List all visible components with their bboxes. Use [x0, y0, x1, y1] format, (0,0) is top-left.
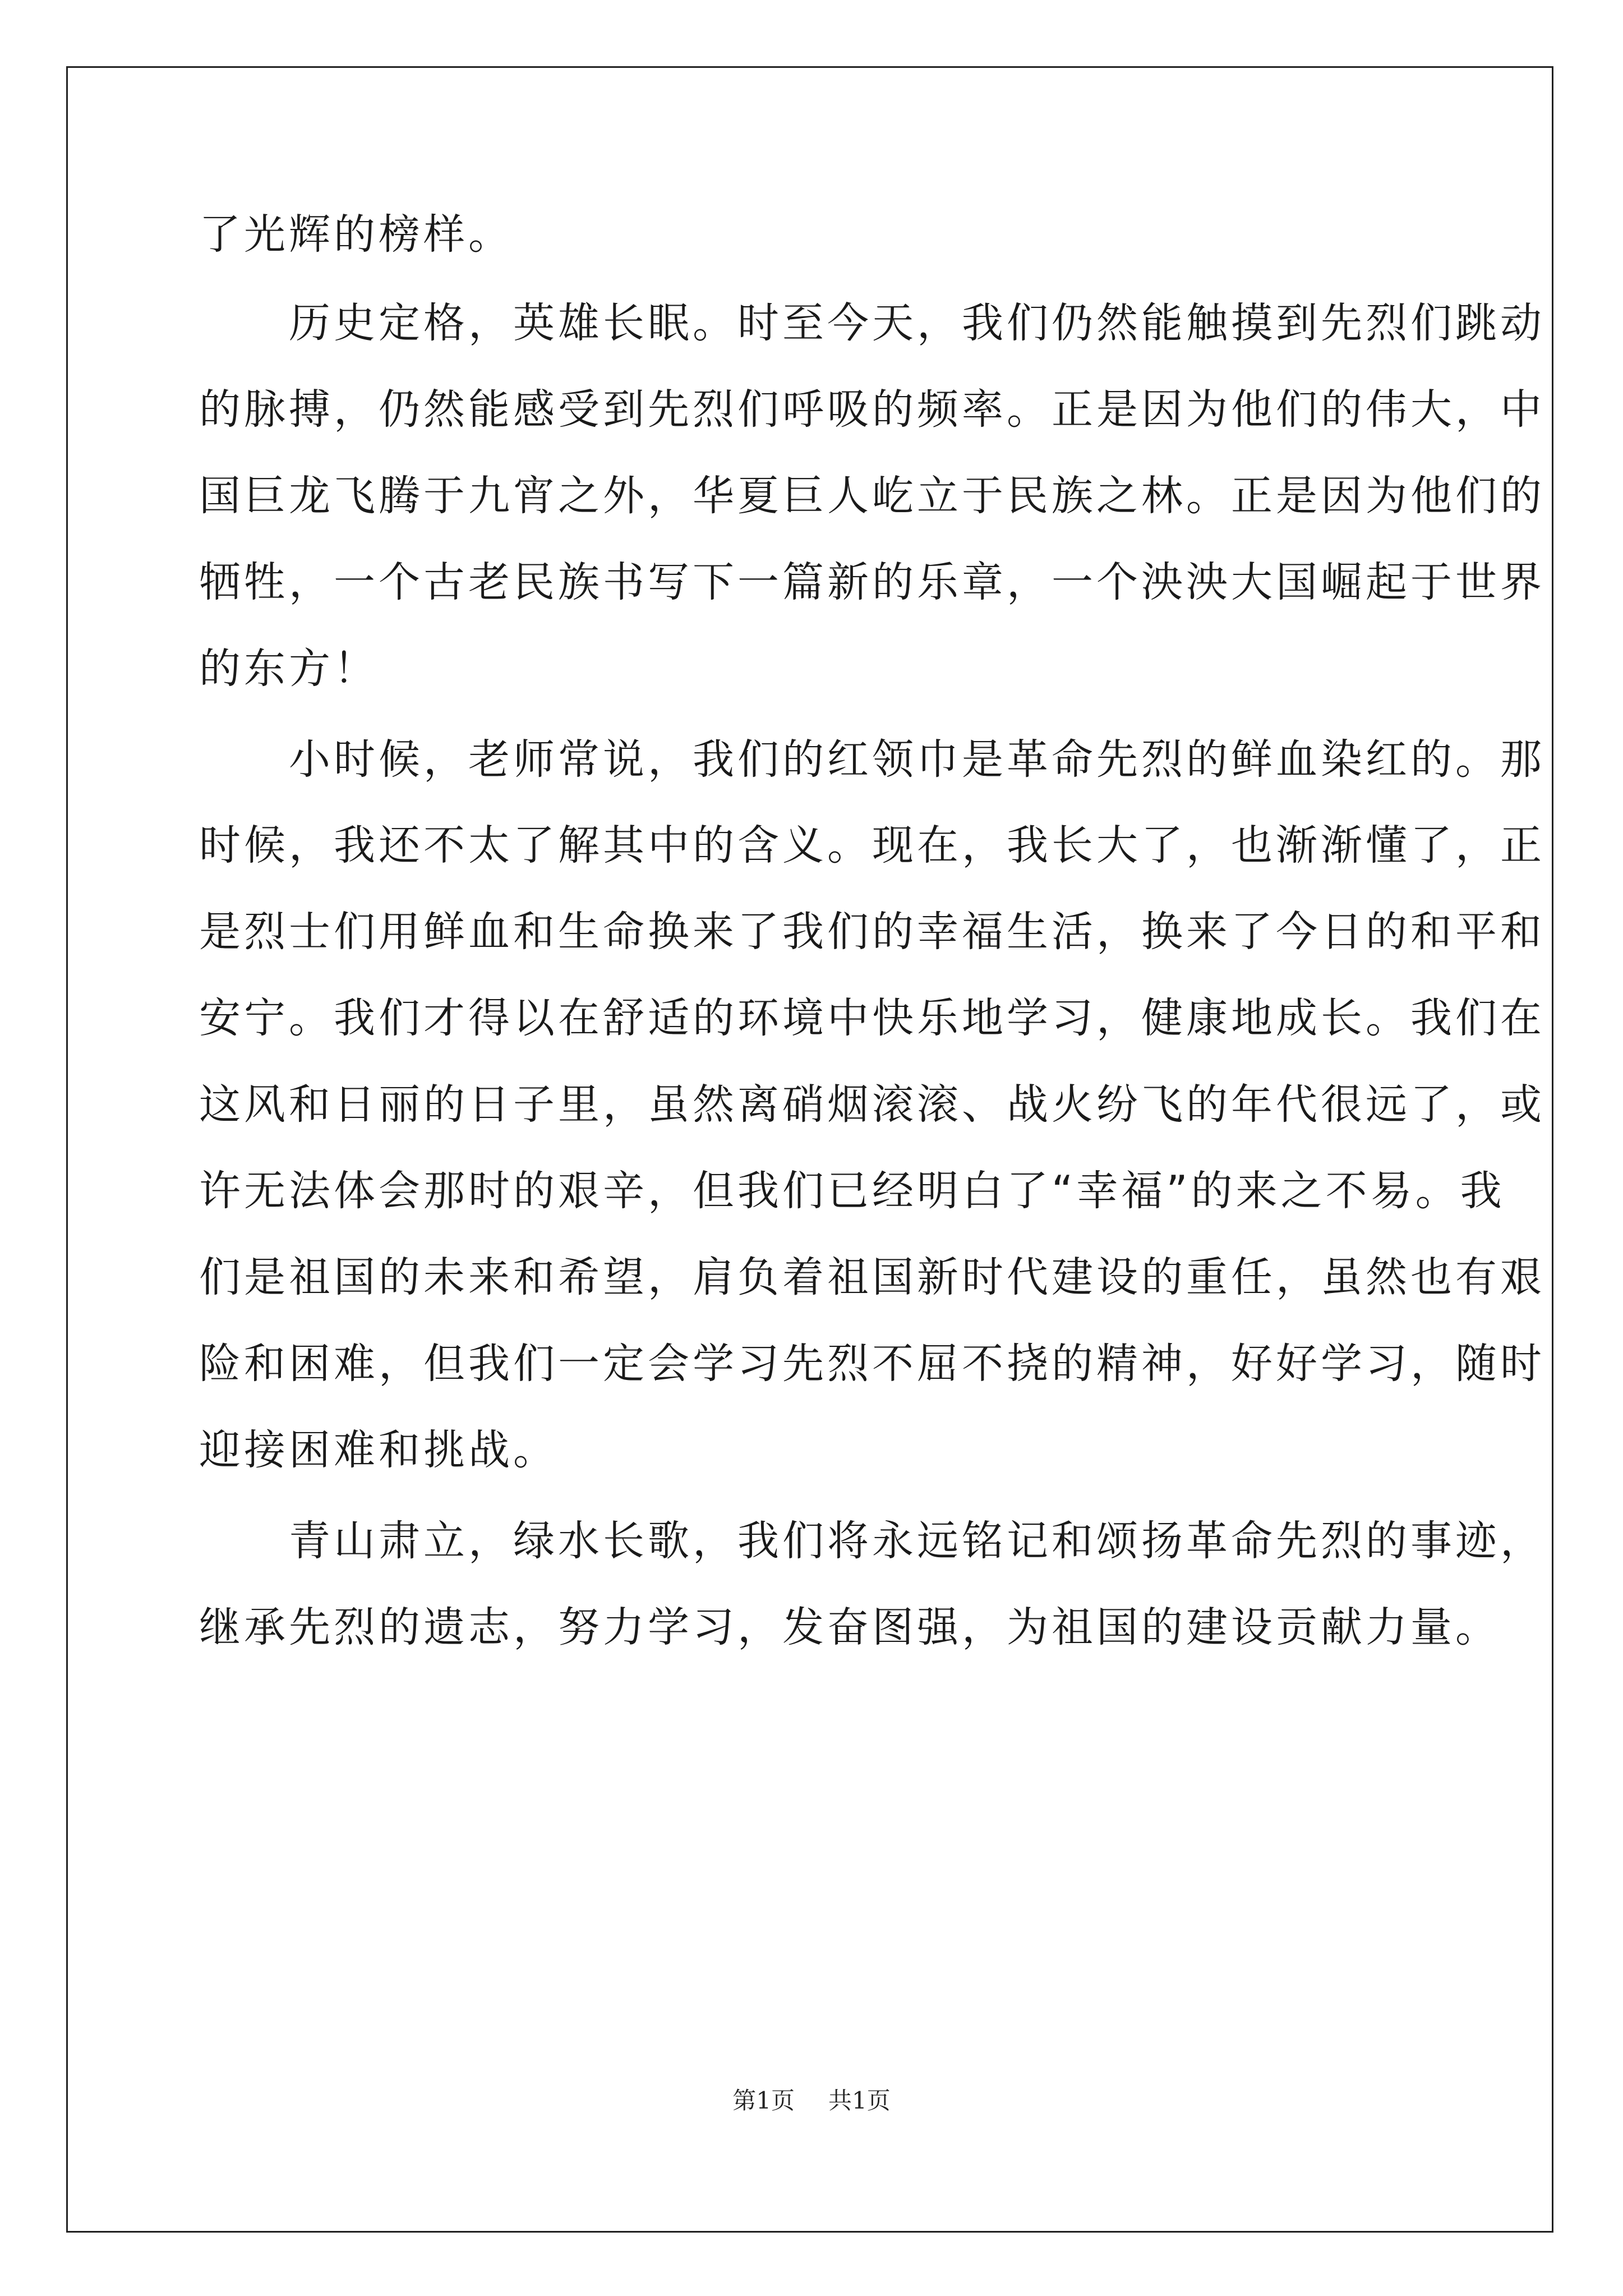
body-text-line: 许无法体会那时的艰辛，但我们已经明白了“幸福”的来之不易。我 — [199, 1167, 1505, 1215]
body-text-line: 国巨龙飞腾于九宵之外，华夏巨人屹立于民族之林。正是因为他们的 — [199, 472, 1545, 520]
body-text-line: 的脉搏，仍然能感受到先烈们呼吸的频率。正是因为他们的伟大，中 — [199, 385, 1545, 434]
page-number: 第1页 — [732, 2087, 795, 2114]
body-text-line: 们是祖国的未来和希望，肩负着祖国新时代建设的重任，虽然也有艰 — [199, 1253, 1545, 1301]
body-text-line: 牺牲，一个古老民族书写下一篇新的乐章，一个泱泱大国崛起于世界 — [199, 558, 1545, 606]
body-text-line: 是烈士们用鲜血和生命换来了我们的幸福生活，换来了今日的和平和 — [199, 908, 1545, 956]
body-text-line: 险和困难，但我们一定会学习先烈不屈不挠的精神，好好学习，随时 — [199, 1340, 1545, 1388]
body-text-line: 这风和日丽的日子里，虽然离硝烟滚滚、战火纷飞的年代很远了，或 — [199, 1080, 1545, 1129]
body-text-line: 安宁。我们才得以在舒适的环境中快乐地学习，健康地成长。我们在 — [199, 994, 1545, 1042]
body-text-line: 了光辉的榜样。 — [199, 210, 513, 259]
body-text-line: 历史定格，英雄长眠。时至今天，我们仍然能触摸到先烈们跳动 — [199, 299, 1545, 347]
page-total: 共1页 — [828, 2087, 891, 2114]
body-text-line: 小时候，老师常说，我们的红领巾是革命先烈的鲜血染红的。那 — [199, 735, 1545, 784]
body-text-line: 青山肃立，绿水长歌，我们将永远铭记和颂扬革命先烈的事迹， — [199, 1517, 1545, 1565]
body-text-line: 迎接困难和挑战。 — [199, 1426, 558, 1474]
page-footer — [0, 2084, 1623, 2118]
body-text-line: 继承先烈的遗志，努力学习，发奋图强，为祖国的建设贡献力量。 — [199, 1603, 1500, 1651]
body-text-line: 时候，我还不太了解其中的含义。现在，我长大了，也渐渐懂了，正 — [199, 821, 1545, 869]
body-text-line: 的东方！ — [199, 645, 379, 693]
